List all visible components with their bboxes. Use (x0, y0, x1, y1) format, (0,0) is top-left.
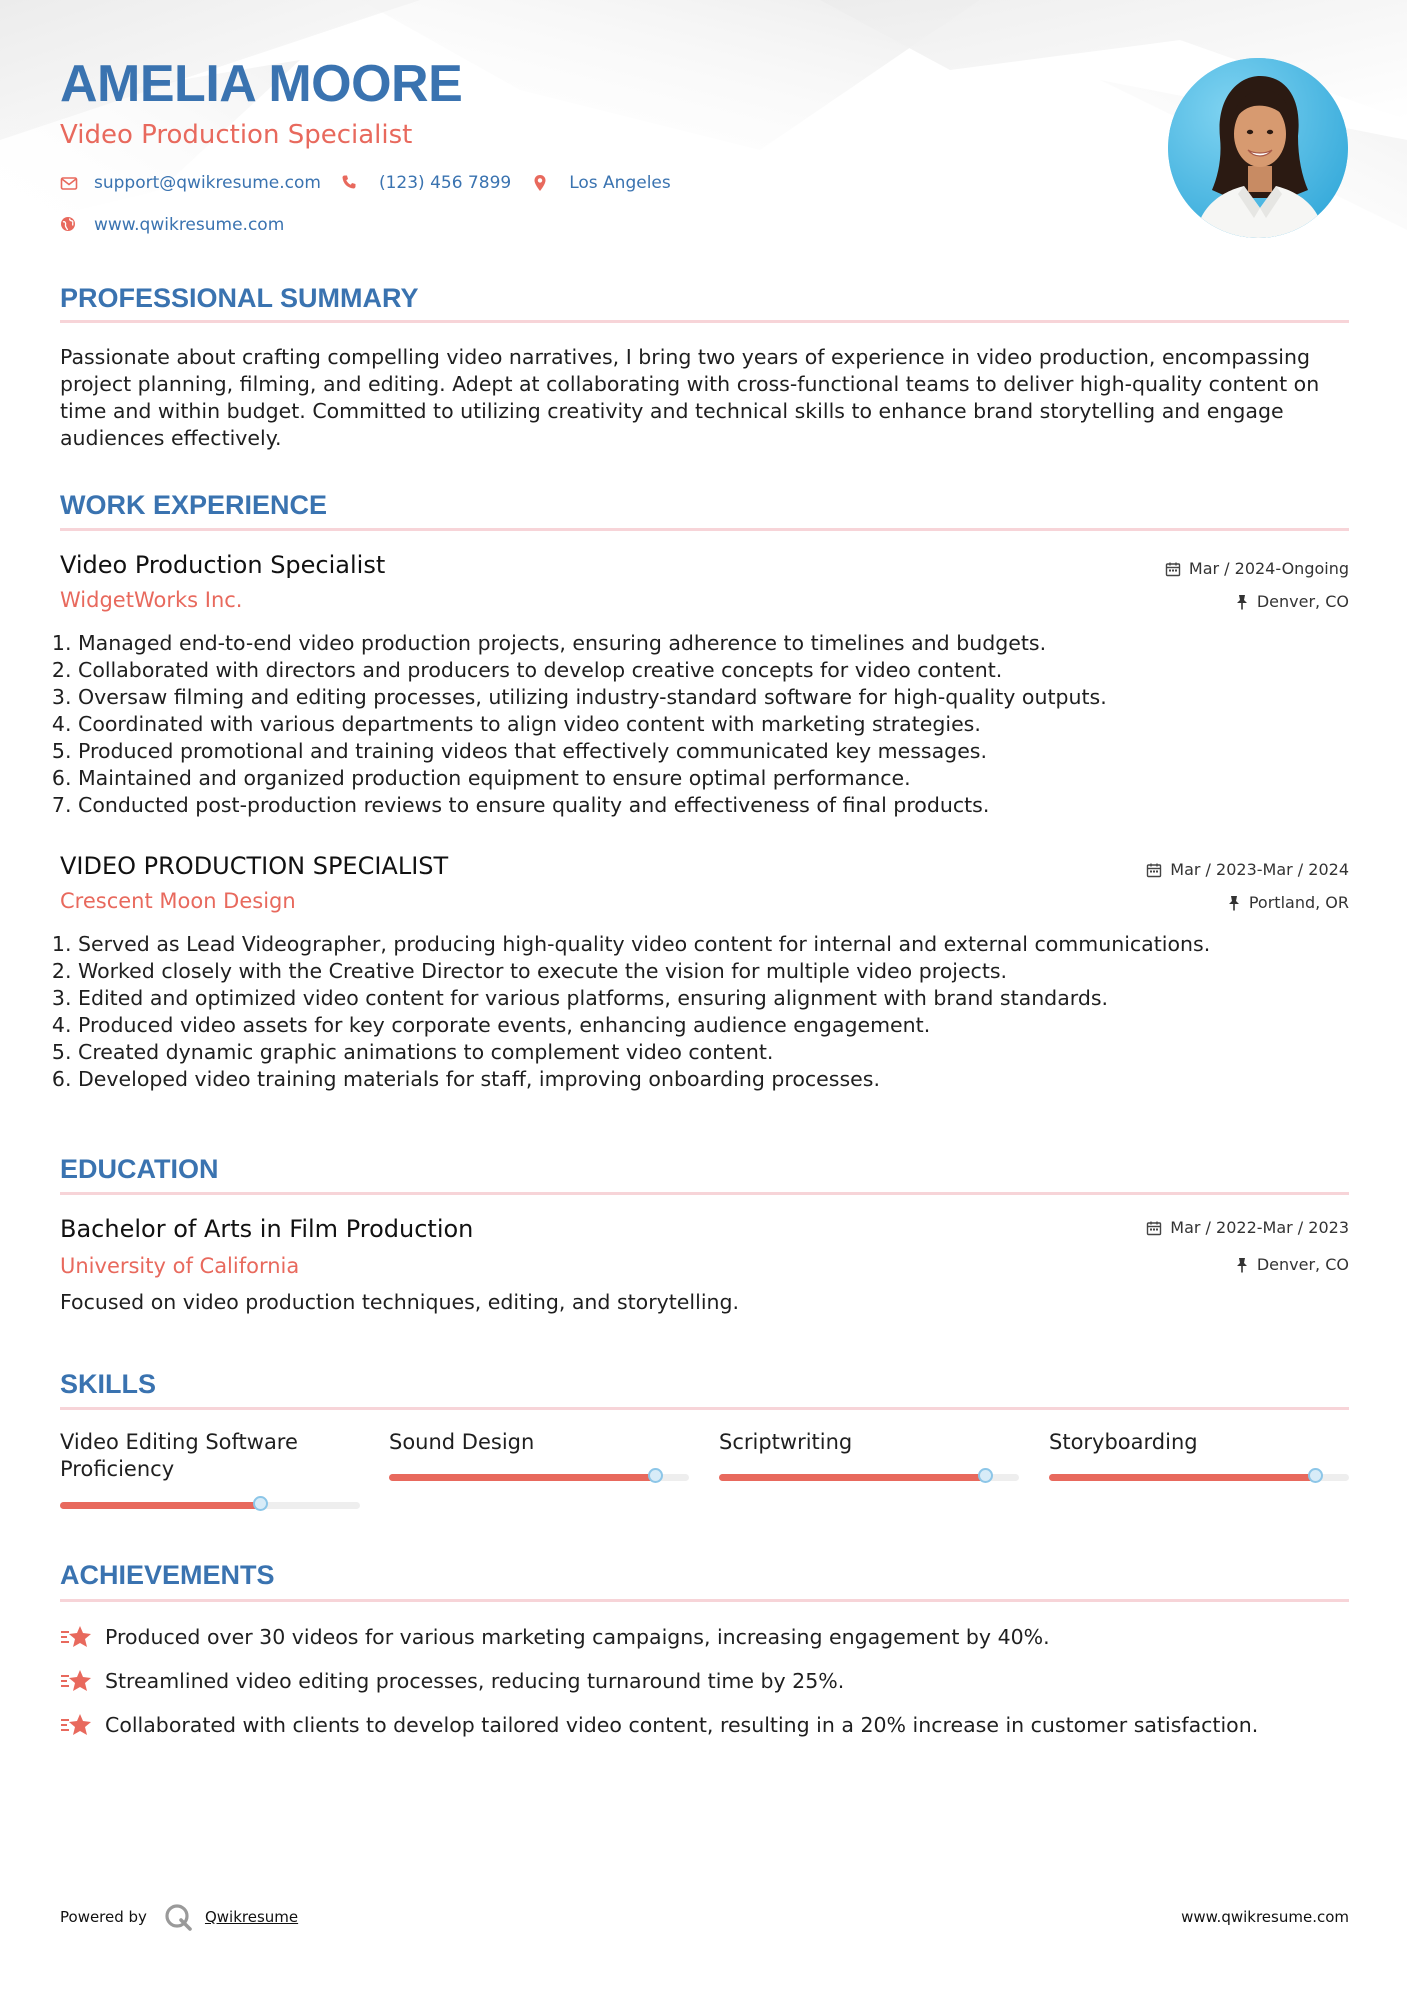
achievement-item (60, 1712, 1258, 1738)
experience-divider (60, 528, 1349, 531)
job-location-text: Portland, OR (1248, 893, 1349, 912)
education-description: Focused on video production techniques, editing, and storytelling. (60, 1290, 740, 1314)
skill-item (60, 1429, 360, 1483)
skill-bar (1049, 1474, 1349, 1481)
job-location (1235, 594, 1349, 610)
skill-bar-knob (648, 1468, 663, 1483)
skill-bar (719, 1474, 1019, 1481)
skill-bar-fill (389, 1474, 656, 1481)
achievements-heading: ACHIEVEMENTS (60, 1560, 275, 1590)
powered-by-label: Powered by (60, 1908, 147, 1926)
education-dates-text: Mar / 2022-Mar / 2023 (1170, 1218, 1349, 1237)
achievement-text: Collaborated with clients to develop tailored video content, resulting in a 20% increase in customer satisfaction. (105, 1713, 1259, 1737)
list-item: 7. Conducted post-production reviews to ensure quality and effectiveness of final products. (78, 792, 1348, 819)
calendar-icon (1146, 862, 1170, 878)
experience-heading: WORK EXPERIENCE (60, 490, 328, 520)
website-row (60, 215, 304, 235)
list-item: 2. Collaborated with directors and producers to develop creative concepts for video content. (78, 657, 1348, 684)
list-item: 3. Edited and optimized video content for various platforms, ensuring alignment with brand standards. (78, 985, 1348, 1012)
achievement-text: Produced over 30 videos for various marketing campaigns, increasing engagement by 40%. (105, 1625, 1050, 1649)
list-item: 3. Oversaw filming and editing processes, utilizing industry-standard software for high-quality outputs. (78, 684, 1348, 711)
map-pin-icon (533, 174, 551, 192)
location-text: Los Angeles (569, 173, 671, 193)
pushpin-icon (1227, 895, 1249, 911)
education-location-text: Denver, CO (1256, 1255, 1349, 1274)
summary-divider (60, 320, 1349, 323)
achievement-text: Streamlined video editing processes, reducing turnaround time by 25%. (105, 1669, 845, 1693)
envelope-icon (60, 174, 78, 192)
phone-number[interactable]: (123) 456 7899 (378, 173, 512, 193)
company-name: Crescent Moon Design (60, 889, 296, 913)
list-item: 5. Produced promotional and training videos that effectively communicated key messages. (78, 738, 1348, 765)
job-duties-list (60, 931, 1348, 1093)
education-heading: EDUCATION (60, 1154, 219, 1184)
job-dates-text: Mar / 2024-Ongoing (1188, 559, 1349, 578)
skill-name: Video Editing Software Proficiency (60, 1430, 298, 1481)
candidate-name: AMELIA MOORE (60, 55, 463, 113)
list-item: 2. Worked closely with the Creative Director to execute the vision for multiple video projects. (78, 958, 1348, 985)
skill-bar-fill (60, 1502, 261, 1509)
summary-heading: PROFESSIONAL SUMMARY (60, 283, 419, 313)
skill-bar (389, 1474, 689, 1481)
company-name: WidgetWorks Inc. (60, 588, 243, 612)
skill-name: Sound Design (389, 1430, 535, 1454)
skill-bar (60, 1502, 360, 1509)
footer-powered-by (60, 1902, 298, 1932)
job-location (1227, 895, 1349, 911)
skill-bar-knob (978, 1468, 993, 1483)
website-link[interactable]: www.qwikresume.com (94, 215, 285, 235)
achievement-item (60, 1624, 1050, 1650)
skill-item (389, 1429, 689, 1456)
email-link[interactable]: support@qwikresume.com (94, 173, 321, 193)
job-title: VIDEO PRODUCTION SPECIALIST (60, 852, 449, 880)
profile-photo (1168, 58, 1348, 238)
calendar-icon (1146, 1220, 1170, 1236)
achievement-item (60, 1668, 844, 1694)
star-icon (60, 1712, 92, 1738)
footer-website[interactable]: www.qwikresume.com (1181, 1908, 1349, 1926)
job-dates (1146, 862, 1349, 878)
globe-icon (60, 216, 78, 234)
list-item: 4. Coordinated with various departments to align video content with marketing strategies. (78, 711, 1348, 738)
candidate-role: Video Production Specialist (60, 120, 413, 150)
education-dates (1146, 1220, 1349, 1236)
list-item: 1. Served as Lead Videographer, producing high-quality video content for internal and external communications. (78, 931, 1348, 958)
job-title: Video Production Specialist (60, 551, 386, 579)
phone-icon (341, 174, 359, 192)
skill-item (1049, 1429, 1349, 1456)
list-item: 1. Managed end-to-end video production projects, ensuring adherence to timelines and budgets. (78, 630, 1348, 657)
list-item: 4. Produced video assets for key corporate events, enhancing audience engagement. (78, 1012, 1348, 1039)
education-location (1235, 1257, 1349, 1273)
pushpin-icon (1235, 1257, 1257, 1273)
skills-divider (60, 1407, 1349, 1410)
skill-bar-knob (253, 1496, 268, 1511)
summary-text: Passionate about crafting compelling video narratives, I bring two years of experience in video production, encompassing project planning, filming, and editing. Adept at collaborating with cross-functional teams to deliver high-quality content on time and within budget. Committed to utilizing creativity and technical skills to enhance brand storytelling and engage audiences effectively. (60, 345, 1320, 450)
skill-name: Storyboarding (1049, 1430, 1198, 1454)
calendar-icon (1165, 561, 1189, 577)
star-icon (60, 1668, 92, 1694)
skill-bar-knob (1308, 1468, 1323, 1483)
skill-name: Scriptwriting (719, 1430, 853, 1454)
job-duties-list (60, 630, 1348, 819)
job-dates (1165, 561, 1349, 577)
skill-bar-fill (719, 1474, 986, 1481)
school-name: University of California (60, 1254, 300, 1278)
list-item: 6. Developed video training materials for staff, improving onboarding processes. (78, 1066, 1348, 1093)
job-location-text: Denver, CO (1256, 592, 1349, 611)
achievements-divider (60, 1599, 1349, 1602)
skills-heading: SKILLS (60, 1369, 157, 1399)
list-item: 6. Maintained and organized production equipment to ensure optimal performance. (78, 765, 1348, 792)
star-icon (60, 1624, 92, 1650)
pushpin-icon (1235, 594, 1257, 610)
education-divider (60, 1192, 1349, 1195)
contact-row (60, 173, 691, 193)
skill-item (719, 1429, 1019, 1456)
list-item: 5. Created dynamic graphic animations to complement video content. (78, 1039, 1348, 1066)
job-dates-text: Mar / 2023-Mar / 2024 (1170, 860, 1349, 879)
degree-title: Bachelor of Arts in Film Production (60, 1215, 474, 1243)
q-logo-icon (163, 1902, 193, 1932)
brand-link[interactable]: Qwikresume (204, 1908, 299, 1926)
skill-bar-fill (1049, 1474, 1316, 1481)
